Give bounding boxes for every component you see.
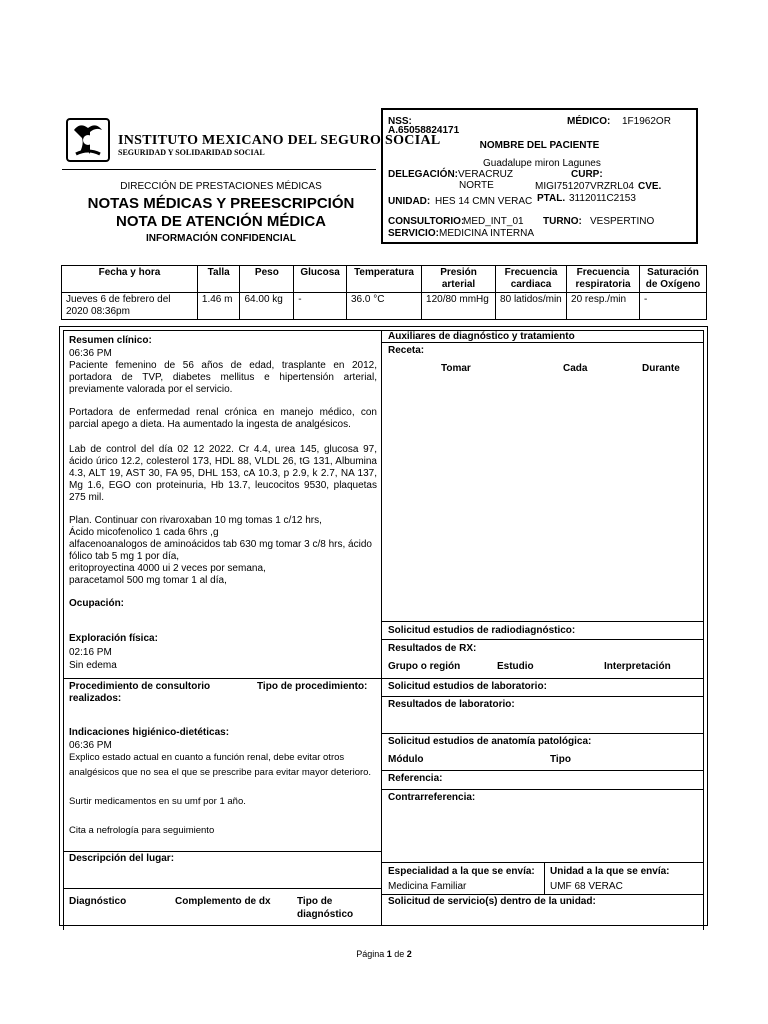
indicaciones-line: Explico estado actual en cuanto a función renal, debe evitar otros xyxy=(69,752,345,763)
column-divider xyxy=(381,330,382,926)
modulo-header: Módulo xyxy=(388,754,424,765)
auxiliares-label: Auxiliares de diagnóstico y tratamiento xyxy=(388,331,575,342)
vitals-cell: 120/80 mmHg xyxy=(422,293,496,320)
exploracion-label: Exploración física: xyxy=(69,633,158,644)
servicio-value: MEDICINA INTERNA xyxy=(439,228,535,239)
tipo-diagnostico-label: Tipo de xyxy=(297,896,333,907)
vitals-header-cell: Temperatura xyxy=(346,266,421,293)
especialidad-label: Especialidad a la que se envía: xyxy=(388,866,535,877)
indicaciones-line: Surtir medicamentos en su umf por 1 año. xyxy=(69,796,246,807)
radiodiagnostico-label: Solicitud estudios de radiodiagnóstico: xyxy=(388,625,576,636)
consultorio-label: CONSULTORIO: xyxy=(388,216,465,227)
ptal-label: PTAL. xyxy=(537,193,566,204)
servicio-label: SERVICIO: xyxy=(388,228,439,239)
plan-line: eritoproyectina 4000 ui 2 veces por semana, xyxy=(69,563,266,574)
unidad-value: HES 14 CMN VERAC xyxy=(435,196,533,207)
indicaciones-label: Indicaciones higiénico-dietéticas: xyxy=(69,727,230,738)
especialidad-value: Medicina Familiar xyxy=(388,881,467,892)
right-divider xyxy=(381,862,704,863)
right-divider xyxy=(381,639,704,640)
right-divider xyxy=(381,894,704,895)
grupo-region-header: Grupo o región xyxy=(388,661,461,672)
exploracion-time: 02:16 PM xyxy=(69,647,112,658)
right-divider xyxy=(381,621,704,622)
vitals-header-cell: Saturación de Oxígeno xyxy=(640,266,707,293)
vitals-cell: 64.00 kg xyxy=(240,293,294,320)
vitals-cell: 80 latidos/min xyxy=(496,293,567,320)
indicaciones-line: Cita a nefrología para seguimiento xyxy=(69,825,215,836)
cve-label: CVE. xyxy=(638,181,662,192)
header-divider xyxy=(62,169,376,170)
plan-line: fólico tab 5 mg 1 por día, xyxy=(69,551,180,562)
lab-resultados-label: Resultados de laboratorio: xyxy=(388,699,515,710)
vitals-header-cell: Glucosa xyxy=(294,266,347,293)
direction-heading: DIRECCIÓN DE PRESTACIONES MÉDICAS xyxy=(120,181,322,192)
durante-header: Durante xyxy=(642,363,680,374)
nss-label: NSS: xyxy=(388,116,412,127)
left-divider xyxy=(63,888,381,889)
resumen-label: Resumen clínico: xyxy=(69,335,152,346)
cada-header: Cada xyxy=(563,363,588,374)
realizados-label: realizados: xyxy=(69,693,122,704)
tipo-header: Tipo xyxy=(550,754,571,765)
right-divider xyxy=(381,678,704,679)
plan-line: paracetamol 500 mg tomar 1 al día, xyxy=(69,575,227,586)
vitals-cell: 20 resp./min xyxy=(567,293,640,320)
page-number xyxy=(0,949,768,959)
institution-name: INSTITUTO MEXICANO DEL SEGURO SOCIAL xyxy=(118,133,441,148)
lab-solicitud-label: Solicitud estudios de laboratorio: xyxy=(388,681,547,692)
left-divider xyxy=(63,851,381,852)
curp-label: CURP: xyxy=(571,169,603,180)
unidad-envia-value: UMF 68 VERAC xyxy=(550,881,623,892)
patologia-label: Solicitud estudios de anatomía patológica: xyxy=(388,736,592,747)
confidential-label: INFORMACIÓN CONFIDENCIAL xyxy=(146,233,296,244)
tipo-diagnostico-label-2: diagnóstico xyxy=(297,909,354,920)
patient-name-label: NOMBRE DEL PACIENTE xyxy=(479,140,600,151)
vitals-table xyxy=(61,265,707,320)
page-prefix: Página xyxy=(356,949,385,959)
indicaciones-line: analgésicos que no sea el que se prescribe para evitar mayor deterioro. xyxy=(69,767,372,778)
interpretacion-header: Interpretación xyxy=(604,661,671,672)
vitals-cell: 1.46 m xyxy=(197,293,240,320)
right-divider xyxy=(381,770,704,771)
receta-label: Receta: xyxy=(388,345,425,356)
vitals-cell: 36.0 °C xyxy=(346,293,421,320)
right-divider xyxy=(381,733,704,734)
vitals-header-row xyxy=(62,266,707,293)
plan-line: Ácido micofenolico 1 cada 6hrs ,g xyxy=(69,527,219,538)
right-divider xyxy=(381,696,704,697)
vitals-cell: Jueves 6 de febrero del 2020 08:36pm xyxy=(62,293,198,320)
exploracion-value: Sin edema xyxy=(69,660,117,671)
diagnostico-label: Diagnóstico xyxy=(69,896,127,907)
vitals-cell: - xyxy=(294,293,347,320)
resumen-paragraph: Paciente femenino de 56 años de edad, trasplante en 2012, portadora de TVP, diabetes mellitus e hipertensión arterial, previamente valorada por el servicio. xyxy=(69,360,377,395)
estudio-header: Estudio xyxy=(497,661,534,672)
complemento-dx-label: Complemento de dx xyxy=(175,896,271,907)
unidad-envia-label: Unidad a la que se envía: xyxy=(550,866,670,877)
turno-value: VESPERTINO xyxy=(590,216,655,227)
resumen-paragraph: Portadora de enfermedad renal crónica en manejo médico, con parcial apego a dieta. Ha aumentado la ingesta de analgésicos. xyxy=(69,407,377,430)
vitals-value-row xyxy=(62,293,707,320)
delegacion-value: VERACRUZ xyxy=(458,169,514,180)
descripcion-lugar-label: Descripción del lugar: xyxy=(69,853,175,864)
imss-logo xyxy=(66,118,110,162)
tipo-procedimiento-label: Tipo de procedimiento: xyxy=(257,681,368,692)
vitals-header-cell: Peso xyxy=(240,266,294,293)
document-title: NOTAS MÉDICAS Y PREESCRIPCIÓN xyxy=(87,195,355,212)
delegacion-label: DELEGACIÓN: xyxy=(388,169,458,180)
resumen-time: 06:36 PM xyxy=(69,348,112,359)
referencia-label: Referencia: xyxy=(388,773,443,784)
contrarreferencia-label: Contrarreferencia: xyxy=(388,792,476,803)
nss-value: A.65058824171 xyxy=(388,125,460,136)
medico-value: 1F1962OR xyxy=(622,116,671,127)
plan-line: alfacenoanalogos de aminoácidos tab 630 mg tomar 3 c/8 hrs, ácido xyxy=(69,539,372,550)
patient-info-box xyxy=(381,108,698,244)
vitals-header-cell: Presión arterial xyxy=(422,266,496,293)
vitals-header-cell: Talla xyxy=(197,266,240,293)
plan-line: Plan. Continuar con rivaroxaban 10 mg tomas 1 c/12 hrs, xyxy=(69,515,322,526)
turno-label: TURNO: xyxy=(543,216,582,227)
resumen-paragraph: Lab de control del día 02 12 2022. Cr 4.4, urea 145, glucosa 97, ácido úrico 12.2, colesterol 173, HDL 88, VLDL 26, tG 131, Albumina 4.3, ALT 19, AST 30, FA 95, DHL 153, cA 10.3, p 2.9, k 2.7, NA 137, Mg 1.6, EGO con proteinuria, Hb 13.7, leucocitos 9530, plaquetas 275 mil. xyxy=(69,444,377,503)
document-subtitle: NOTA DE ATENCIÓN MÉDICA xyxy=(116,213,326,230)
unidad-label: UNIDAD: xyxy=(388,196,431,207)
procedimiento-label: Procedimiento de consultorio xyxy=(69,681,211,692)
ocupacion-label: Ocupación: xyxy=(69,598,125,609)
institution-subtitle: SEGURIDAD Y SOLIDARIDAD SOCIAL xyxy=(118,148,265,157)
vitals-header-cell: Fecha y hora xyxy=(62,266,198,293)
ptal-value: 3112011C2153 xyxy=(569,193,636,204)
servicios-label: Solicitud de servicio(s) dentro de la unidad: xyxy=(388,896,596,907)
patient-name-value: Guadalupe miron Lagunes xyxy=(483,158,601,169)
left-divider xyxy=(63,678,381,679)
vitals-header-cell: Frecuencia cardiaca xyxy=(496,266,567,293)
vitals-header-cell: Frecuencia respiratoria xyxy=(567,266,640,293)
right-divider xyxy=(381,789,704,790)
referral-divider xyxy=(544,862,545,894)
resultados-rx-label: Resultados de RX: xyxy=(388,643,477,654)
curp-value: MIGI751207VRZRL04 xyxy=(535,181,634,192)
tomar-header: Tomar xyxy=(441,363,471,374)
delegacion-value-2: NORTE xyxy=(459,180,494,191)
medico-label: MÉDICO: xyxy=(567,116,611,127)
indicaciones-time: 06:36 PM xyxy=(69,740,112,751)
page-current: 1 xyxy=(386,949,392,959)
consultorio-value: MED_INT_01 xyxy=(463,216,524,227)
page-of: de xyxy=(394,949,405,959)
vitals-cell: - xyxy=(640,293,707,320)
page-total: 2 xyxy=(406,949,412,959)
